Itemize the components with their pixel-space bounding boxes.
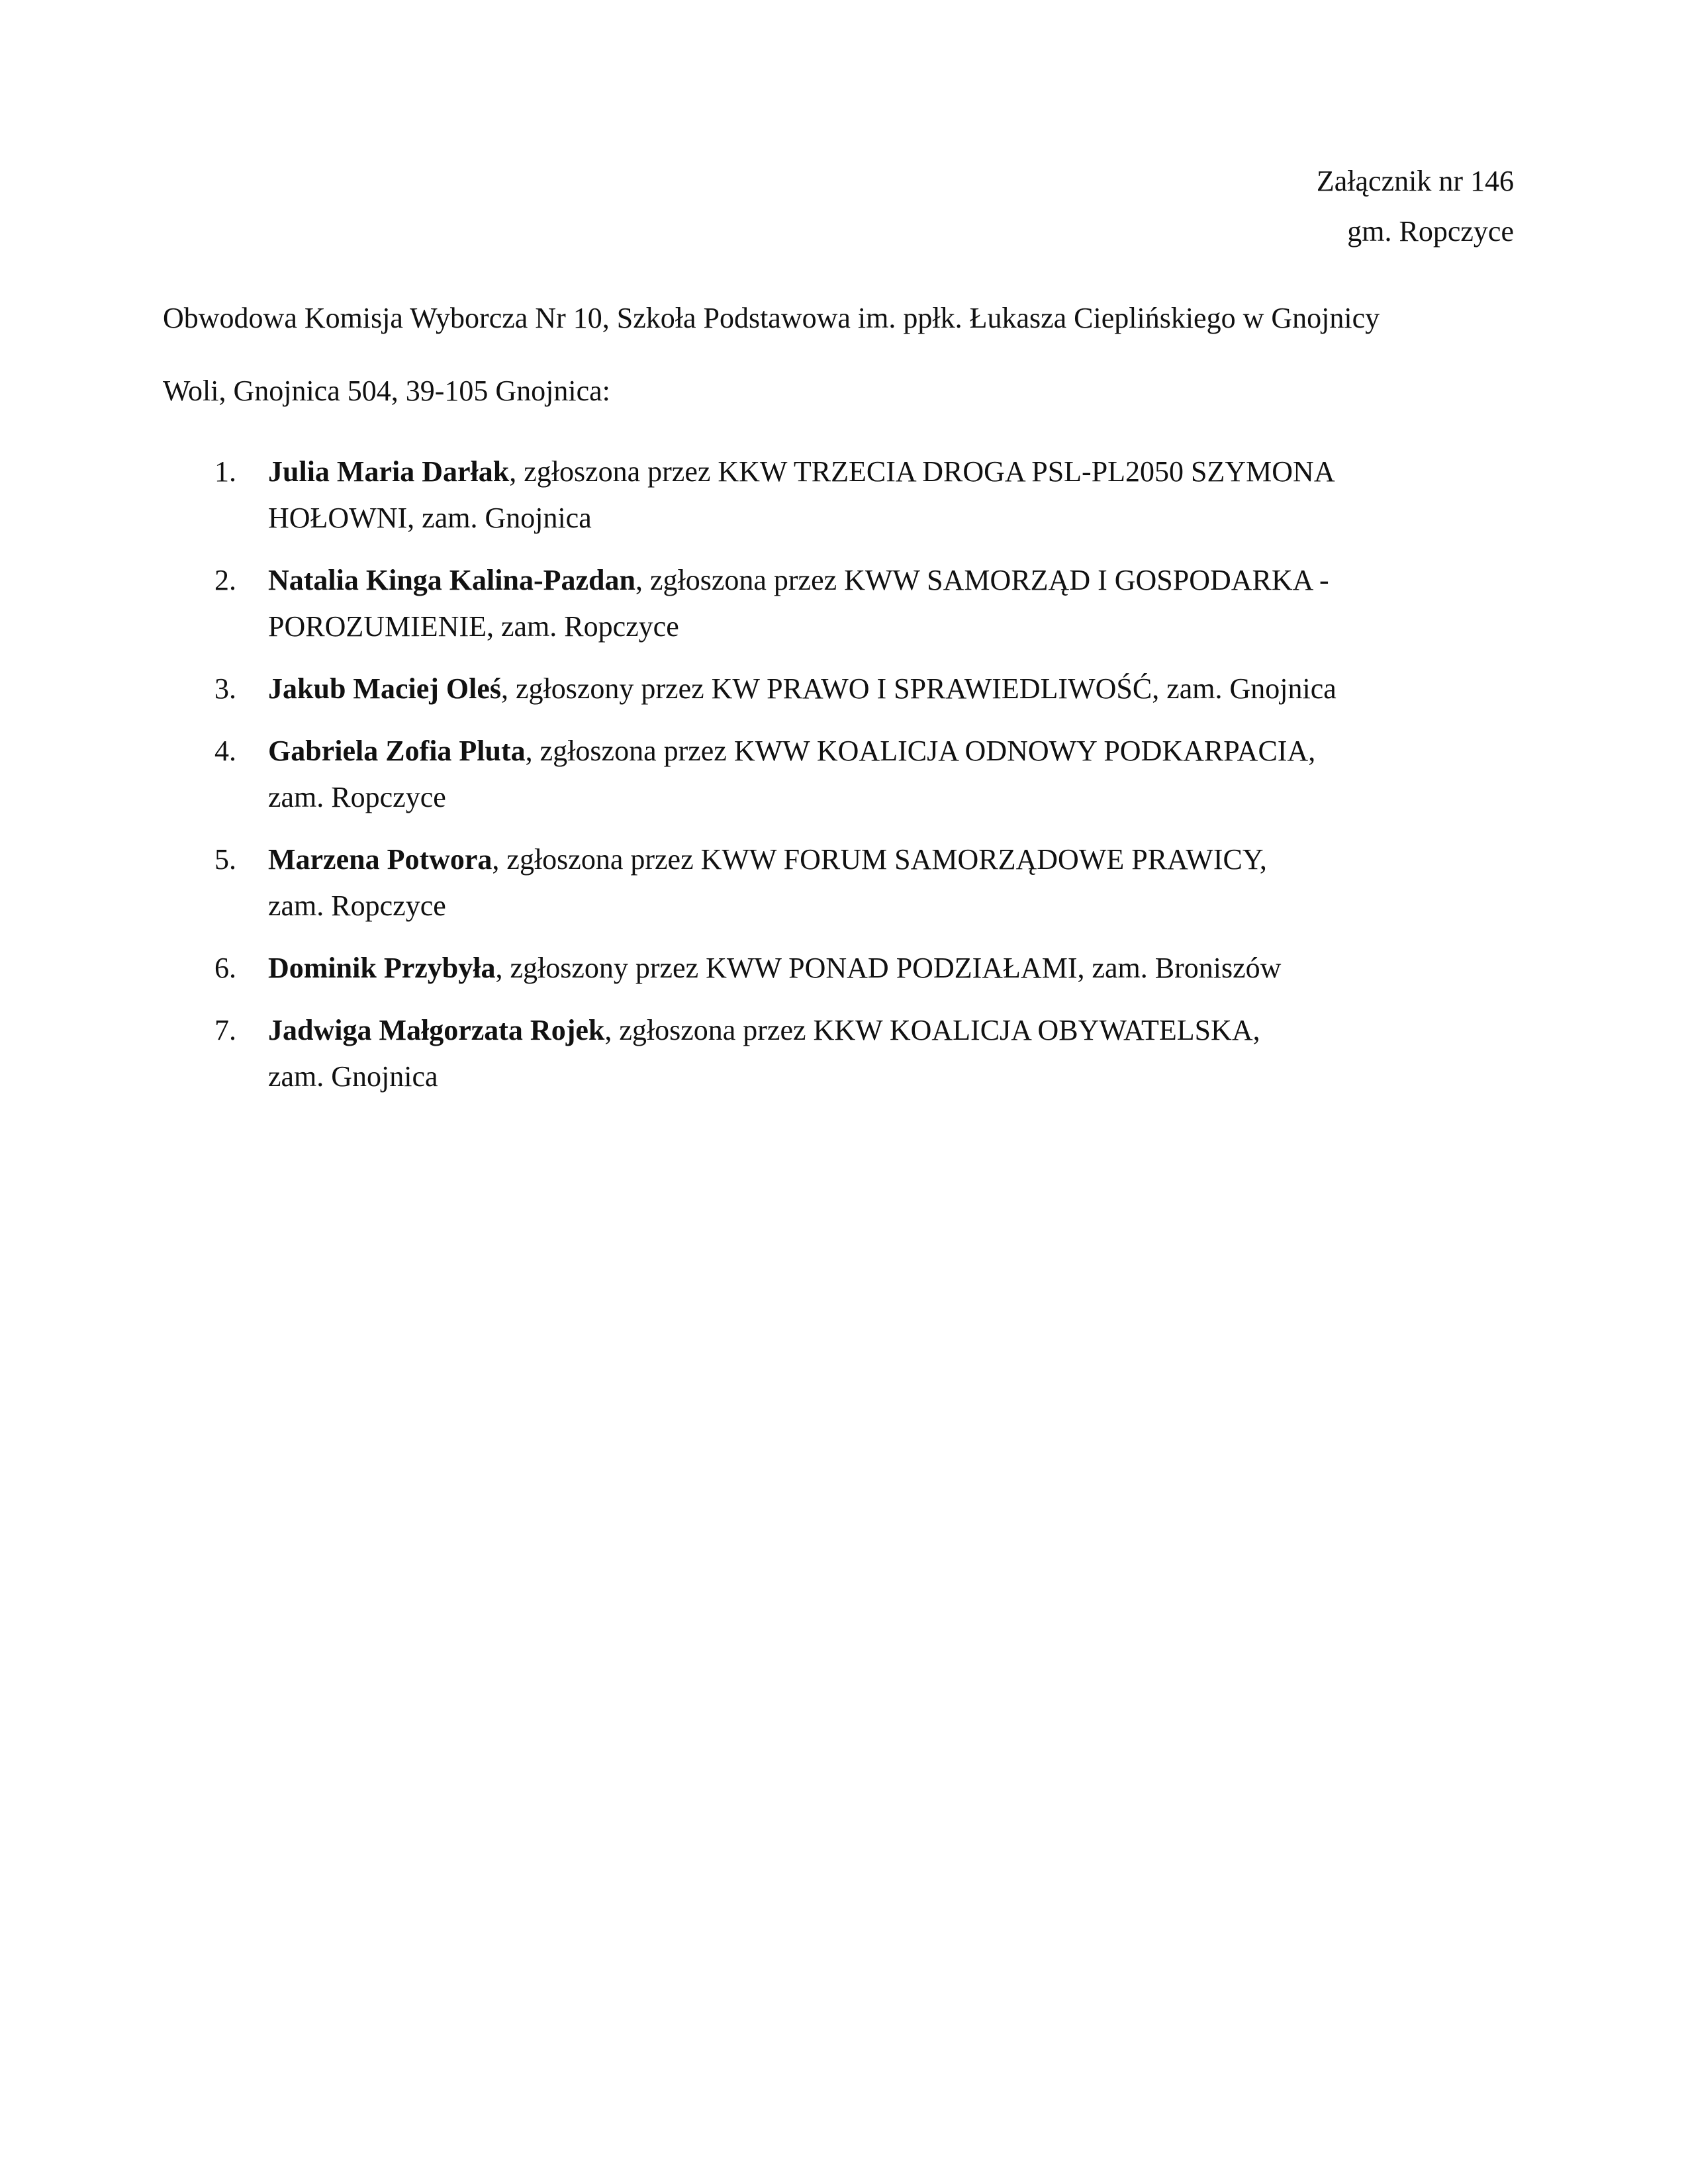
list-item-number: 4. <box>214 735 236 767</box>
member-list <box>163 449 1540 1116</box>
list-item-number: 6. <box>214 952 236 984</box>
commission-description-line-2: Woli, Gnojnica 504, 39-105 Gnojnica: <box>163 375 610 407</box>
member-name: Jadwiga Małgorzata Rojek <box>268 1014 605 1046</box>
list-item <box>163 666 1540 712</box>
commission-description-line-1: Obwodowa Komisja Wyborcza Nr 10, Szkoła Podstawowa im. ppłk. Łukasza Cieplińskiego w Gnojnicy <box>163 302 1380 334</box>
member-details: , zgłoszony przez KW PRAWO I SPRAWIEDLIWOŚĆ, zam. Gnojnica <box>500 672 1336 705</box>
member-name: Gabriela Zofia Pluta <box>268 735 526 767</box>
member-details-continued: zam. Gnojnica <box>268 1060 438 1093</box>
member-details-continued: zam. Ropczyce <box>268 889 446 922</box>
member-details-continued: zam. Ropczyce <box>268 781 446 813</box>
attachment-number: Załącznik nr 146 <box>1316 165 1514 197</box>
list-item <box>163 449 1540 541</box>
member-details-continued: HOŁOWNI, zam. Gnojnica <box>268 502 592 534</box>
member-name: Dominik Przybyła <box>268 952 496 984</box>
commission-description <box>163 282 1513 428</box>
list-item-number: 2. <box>214 564 236 596</box>
list-item <box>163 1007 1540 1100</box>
list-item <box>163 837 1540 929</box>
member-name: Marzena Potwora <box>268 843 492 876</box>
member-details-continued: POROZUMIENIE, zam. Ropczyce <box>268 610 679 643</box>
municipality-label: gm. Ropczyce <box>1347 215 1514 248</box>
member-details: , zgłoszona przez KKW TRZECIA DROGA PSL-PL2050 SZYMONA <box>509 455 1335 488</box>
member-name: Jakub Maciej Oleś <box>268 672 501 705</box>
member-name: Natalia Kinga Kalina-Pazdan <box>268 564 635 596</box>
member-details: , zgłoszony przez KWW PONAD PODZIAŁAMI, zam. Broniszów <box>495 952 1282 984</box>
member-details: , zgłoszona przez KWW KOALICJA ODNOWY PODKARPACIA, <box>525 735 1316 767</box>
list-item <box>163 945 1540 991</box>
list-item-number: 5. <box>214 843 236 876</box>
member-details: , zgłoszona przez KWW FORUM SAMORZĄDOWE PRAWICY, <box>492 843 1267 876</box>
member-details: , zgłoszona przez KKW KOALICJA OBYWATELSKA, <box>604 1014 1260 1046</box>
member-name: Julia Maria Darłak <box>268 455 510 488</box>
attachment-header <box>1317 156 1514 257</box>
list-item-number: 1. <box>214 455 236 488</box>
member-details: , zgłoszona przez KWW SAMORZĄD I GOSPODARKA - <box>635 564 1329 596</box>
list-item-number: 3. <box>214 672 236 705</box>
list-item <box>163 557 1540 650</box>
list-item <box>163 728 1540 821</box>
list-item-number: 7. <box>214 1014 236 1046</box>
